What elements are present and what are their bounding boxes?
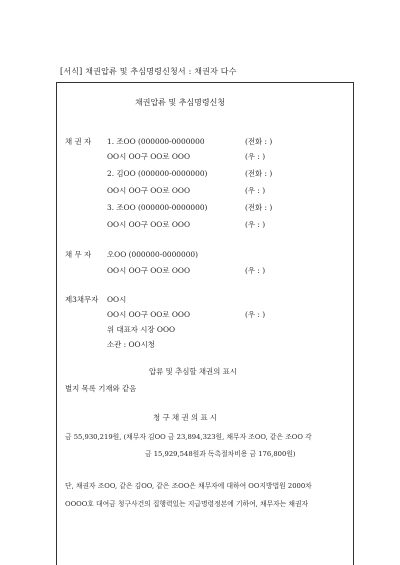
creditor-label: 채 권 자 bbox=[65, 137, 92, 146]
creditor-1-name: 1. 조OO (000000-0000000 bbox=[107, 137, 205, 146]
seize-claim-title: 압류 및 추심할 채권의 표시 bbox=[149, 367, 237, 376]
third-debtor-name: OO시 bbox=[107, 295, 127, 304]
claim-line-1: 금 55,930,219원, (채무자 김OO 금 23,894,323원, 채무자 조OO, 같은 조OO 각 bbox=[65, 433, 312, 441]
debtor-zip: (우 : ) bbox=[245, 266, 266, 275]
document-frame bbox=[56, 82, 354, 565]
creditor-2-name: 2. 김OO (000000-0000000) bbox=[107, 169, 208, 178]
creditor-1-zip: (우 : ) bbox=[245, 152, 266, 161]
third-debtor-office: 소관 : OO시청 bbox=[107, 340, 155, 349]
seize-claim-text: 별지 목록 기재와 같음 bbox=[65, 384, 137, 393]
creditor-2-address: OO시 OO구 OO로 OOO bbox=[107, 186, 190, 195]
third-debtor-label: 제3채무자 bbox=[65, 295, 99, 304]
debtor-label: 채 무 자 bbox=[65, 250, 92, 259]
creditor-2-zip: (우 : ) bbox=[245, 186, 266, 195]
debtor-name: 오OO (000000-0000000) bbox=[107, 250, 198, 259]
creditor-3-address: OO시 OO구 OO로 OOO bbox=[107, 220, 190, 229]
document-title: 채권압류 및 추심명령신청 bbox=[135, 98, 226, 107]
note-line-2: OOOO호 대여금 청구사건의 집행력있는 지급명령정본에 기하여, 채무자는 채권자 bbox=[65, 500, 309, 508]
creditor-2-tel: (전화 : ) bbox=[245, 169, 273, 178]
creditor-3-name: 3. 조OO (000000-0000000) bbox=[107, 203, 208, 212]
claim-line-2: 금 15,929,548원과 독촉절차비용 금 176,800원) bbox=[145, 450, 296, 458]
creditor-1-address: OO시 OO구 OO로 OOO bbox=[107, 152, 190, 161]
creditor-1-tel: (전화 : ) bbox=[245, 137, 273, 146]
debtor-address: OO시 OO구 OO로 OOO bbox=[107, 266, 190, 275]
third-debtor-address: OO시 OO구 OO로 OOO bbox=[107, 310, 190, 319]
form-caption: [서식] 채권압류 및 추심명령신청서 : 채권자 다수 bbox=[60, 67, 237, 76]
note-line-1: 단, 채권자 조OO, 같은 김OO, 같은 조OO은 채무자에 대하여 OO지방법원 2000차 bbox=[65, 482, 312, 490]
third-debtor-representative: 위 대표자 시장 OOO bbox=[107, 325, 176, 334]
third-debtor-zip: (우 : ) bbox=[245, 310, 266, 319]
creditor-3-tel: (전화 : ) bbox=[245, 203, 273, 212]
creditor-3-zip: (우 : ) bbox=[245, 220, 266, 229]
claim-title: 청 구 채 권 의 표 시 bbox=[153, 413, 218, 422]
